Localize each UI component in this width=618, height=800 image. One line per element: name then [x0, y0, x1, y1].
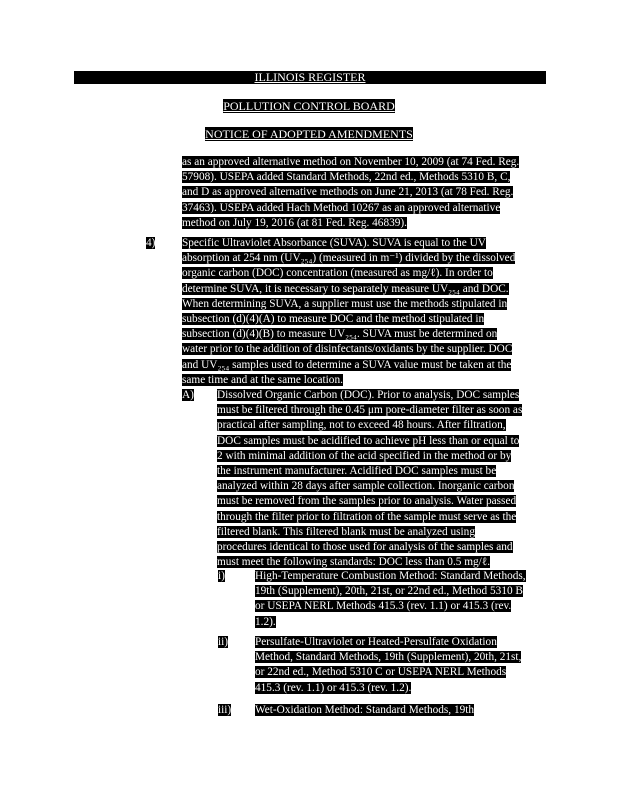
paragraph-line-text: filtered blank. This filtered blank must be analyzed using — [217, 525, 475, 538]
paragraph-line — [182, 266, 548, 281]
item-iii-label — [218, 703, 231, 718]
paragraph-line — [182, 312, 548, 327]
paragraph-line-text: and D as approved alternative methods on June 21, 2013 (at 78 Fed. Reg. — [182, 186, 514, 199]
paragraph-line — [217, 388, 548, 403]
paragraph-line-text: through the filter prior to filtration of the sample must serve as the — [217, 510, 517, 523]
item-ii-label — [218, 635, 228, 650]
paragraph-line — [182, 373, 548, 388]
paragraph-line-text: and UV₂₅₄ samples used to determine a SUVA value must be taken at the — [182, 358, 512, 371]
item-a-label — [182, 388, 194, 403]
paragraph-line-text: DOC samples must be acidified to achieve pH less than or equal to — [217, 434, 520, 447]
paragraph-line-text: 19th (Supplement), 20th, 21st, or 22nd ed., Method 5310 B — [255, 585, 523, 598]
paragraph-line-text: subsection (d)(4)(B) to measure UV₂₅₄. SUVA must be determined on — [182, 328, 498, 341]
paragraph-line — [217, 494, 548, 509]
item-ii-paragraph — [255, 635, 548, 696]
paragraph-line — [182, 327, 548, 342]
paragraph-line-text: as an approved alternative method on November 10, 2009 (at 74 Fed. Reg. — [182, 156, 520, 168]
register-title: ILLINOIS REGISTER — [74, 71, 546, 84]
paragraph-line-text: or 22nd ed., Method 5310 C or USEPA NERL Methods — [255, 666, 507, 679]
paragraph-line-text: When determining SUVA, a supplier must use the methods stipulated in — [182, 297, 508, 310]
paragraph-line — [255, 703, 548, 718]
paragraph-line-text: analyzed within 28 days after sample collection. Inorganic carbon — [217, 480, 515, 493]
paragraph-line-text: the instrument manufacturer. Acidified DOC samples must be — [217, 465, 497, 478]
paragraph-line-text: 1.2). — [255, 615, 276, 628]
paragraph-line-text: procedures identical to those used for analysis of the samples and — [217, 541, 513, 554]
paragraph-line — [255, 599, 548, 614]
paragraph-line-text: 2 with minimal addition of the acid specified in the method or by — [217, 449, 512, 462]
paragraph-line-text: organic carbon (DOC) concentration (measured as mg/ℓ). In order to — [182, 267, 493, 280]
continuation-paragraph — [182, 155, 548, 231]
paragraph-line-text: High-Temperature Combustion Method: Standard Methods, — [255, 570, 526, 582]
paragraph-line — [217, 525, 548, 540]
paragraph-line — [182, 342, 548, 357]
notice-title — [203, 128, 415, 141]
paragraph-line — [255, 615, 548, 630]
paragraph-line-text: Wet-Oxidation Method: Standard Methods, 19th — [255, 704, 475, 716]
paragraph-line — [182, 236, 548, 251]
paragraph-line-text: method on July 19, 2016 (at 81 Fed. Reg. 46839). — [182, 216, 407, 229]
paragraph-line — [182, 358, 548, 373]
item-i-label — [218, 569, 225, 584]
paragraph-line — [182, 251, 548, 266]
paragraph-line — [217, 464, 548, 479]
item-ii-label-text: ii) — [218, 636, 229, 648]
paragraph-line-text: Method, Standard Methods, 19th (Supplement), 20th, 21st, — [255, 651, 522, 664]
paragraph-line — [217, 540, 548, 555]
paragraph-line — [182, 297, 548, 312]
paragraph-line-text: practical after sampling, not to exceed 48 hours. After filtration, — [217, 419, 506, 432]
paragraph-line — [255, 635, 548, 650]
paragraph-line — [182, 155, 548, 170]
paragraph-line-text: 415.3 (rev. 1.1) or 415.3 (rev. 1.2). — [255, 681, 412, 694]
paragraph-line-text: Dissolved Organic Carbon (DOC). Prior to analysis, DOC samples — [217, 389, 520, 401]
item-4-label-text: 4) — [146, 237, 156, 249]
paragraph-line-text: must be filtered through the 0.45 μm pore-diameter filter as soon as — [217, 404, 523, 417]
paragraph-line — [217, 449, 548, 464]
paragraph-line — [217, 434, 548, 449]
paragraph-line — [255, 665, 548, 680]
paragraph-line-text: Specific Ultraviolet Absorbance (SUVA). SUVA is equal to the UV — [182, 237, 486, 249]
paragraph-line — [217, 479, 548, 494]
paragraph-line — [217, 418, 548, 433]
paragraph-line — [182, 282, 548, 297]
paragraph-line — [217, 403, 548, 418]
notice-title-text: NOTICE OF ADOPTED AMENDMENTS — [205, 127, 413, 141]
board-title — [221, 100, 397, 113]
item-a-label-text: A) — [182, 389, 194, 401]
paragraph-line-text: 37463). USEPA added Hach Method 10267 as an approved alternative — [182, 201, 501, 214]
item-4-label — [146, 236, 155, 251]
paragraph-line-text: determine SUVA, it is necessary to separately measure UV₂₅₄ and DOC. — [182, 282, 509, 295]
paragraph-line-text: must meet the following standards: DOC less than 0.5 mg/ℓ. — [217, 556, 491, 569]
paragraph-line — [255, 650, 548, 665]
paragraph-line-text: absorption at 254 nm (UV₂₅₄) (measured in m⁻¹) divided by the dissolved — [182, 252, 516, 265]
item-i-paragraph — [255, 569, 548, 630]
item-4-paragraph — [182, 236, 548, 388]
item-a-paragraph — [217, 388, 548, 570]
paragraph-line-text: must be removed from the samples prior to analysis. Water passed — [217, 495, 517, 508]
paragraph-line-text: or USEPA NERL Methods 415.3 (rev. 1.1) or 415.3 (rev. — [255, 600, 512, 613]
item-iii-paragraph — [255, 703, 548, 718]
paragraph-line — [255, 569, 548, 584]
board-title-text: POLLUTION CONTROL BOARD — [223, 99, 395, 113]
item-iii-label-text: iii) — [218, 704, 232, 716]
paragraph-line-text: Persulfate-Ultraviolet or Heated-Persulfate Oxidation — [255, 636, 497, 648]
item-i-label-text: i) — [218, 570, 225, 582]
paragraph-line — [182, 201, 548, 216]
paragraph-line — [182, 185, 548, 200]
paragraph-line — [255, 681, 548, 696]
paragraph-line-text: water prior to the addition of disinfectants/oxidants by the supplier. DOC — [182, 343, 513, 356]
paragraph-line-text: same time and at the same location. — [182, 373, 343, 386]
paragraph-line — [255, 584, 548, 599]
paragraph-line — [182, 170, 548, 185]
paragraph-line — [182, 216, 548, 231]
paragraph-line-text: 57908). USEPA added Standard Methods, 22nd ed., Methods 5310 B, C, — [182, 171, 511, 184]
paragraph-line — [217, 510, 548, 525]
paragraph-line-text: subsection (d)(4)(A) to measure DOC and the method stipulated in — [182, 313, 485, 326]
